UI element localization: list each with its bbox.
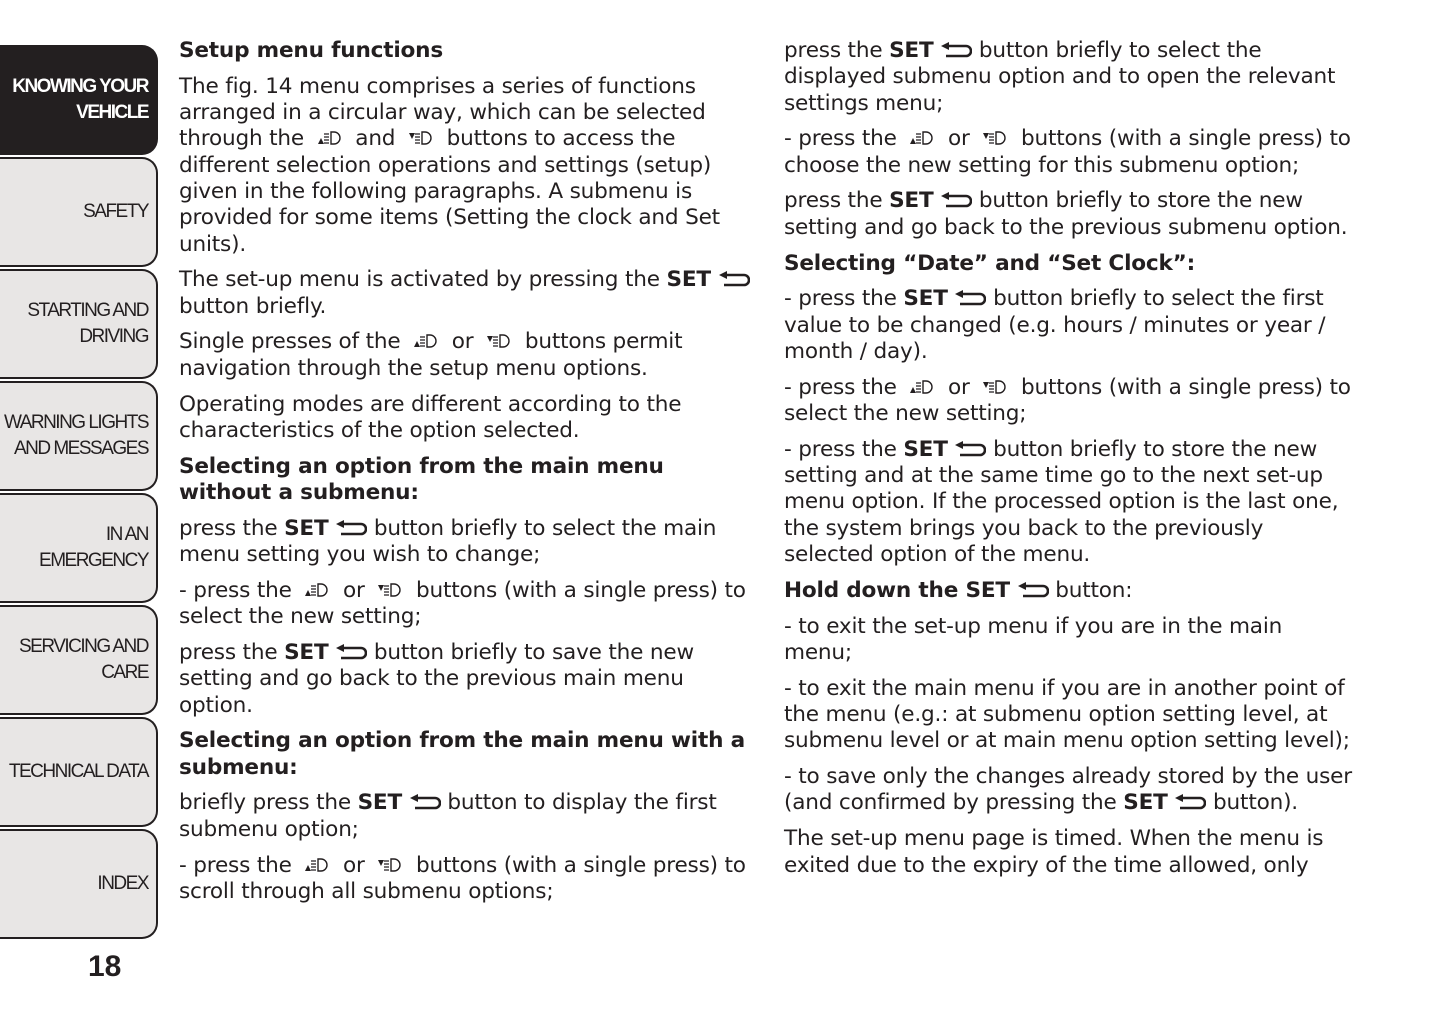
paragraph (179, 578, 751, 631)
text: The set-up menu is activated by pressing the (179, 267, 667, 293)
section-heading (179, 728, 751, 781)
tab-label: TECHNICAL DATA (8, 761, 148, 782)
text: button). (1206, 790, 1298, 816)
paragraph (784, 38, 1356, 117)
paragraph (784, 614, 1356, 667)
text: button briefly to store the new setting and go back to the previous submenu option. (784, 188, 1348, 240)
text (1010, 578, 1017, 603)
headlamp-down-icon (402, 126, 440, 151)
set-return-icon (335, 516, 367, 541)
text: buttons (with a single press) to scroll through all submenu options; (179, 852, 746, 904)
bold-text: Hold down the SET (784, 577, 1010, 603)
tab-label: WARNING LIGHTS AND MESSAGES (3, 412, 148, 459)
text: - press the (784, 126, 904, 152)
paragraph (179, 640, 751, 719)
text: - to exit the main menu if you are in another point of the menu (e.g.: at submenu option setting level, at submenu level or at main menu option setting level); (784, 675, 1350, 754)
text: The set-up menu page is timed. When the menu is exited due to the expiry of the time allowed, only (784, 826, 1324, 878)
section-tabs (0, 45, 158, 941)
headlamp-down-icon (371, 578, 409, 603)
tab-safety[interactable] (0, 157, 158, 267)
page-number: 18 (88, 950, 122, 983)
tab-in-an-emergency[interactable] (0, 493, 158, 603)
tab-warning-lights-and-messages[interactable] (0, 381, 158, 491)
text: press the (179, 515, 285, 541)
set-return-icon (1174, 790, 1206, 815)
right-column (784, 38, 1356, 888)
text: button briefly to select the main menu setting you wish to change; (179, 515, 717, 568)
text: - to save only the changes already stored by the user (and confirmed by pressing the (784, 764, 1352, 816)
bold-text: SET (284, 639, 329, 665)
paragraph (784, 375, 1356, 428)
paragraph (784, 437, 1356, 568)
headlamp-up-icon (407, 329, 445, 354)
left-column (179, 38, 751, 915)
headlamp-up-icon (903, 375, 941, 400)
headlamp-up-icon (298, 578, 336, 603)
bold-text: SET (903, 286, 948, 312)
tab-label: SERVICING AND CARE (18, 636, 148, 683)
section-heading (179, 454, 751, 507)
text (711, 267, 718, 292)
paragraph (784, 578, 1356, 604)
tab-technical-data[interactable] (0, 717, 158, 827)
text: press the (179, 639, 285, 665)
text: - to exit the set-up menu if you are in the main menu; (784, 613, 1283, 665)
paragraph (784, 126, 1356, 179)
text: or (941, 126, 977, 152)
text: button briefly to select the first value to be changed (e.g. hours / minutes or year / month / day). (784, 286, 1326, 364)
paragraph (784, 764, 1356, 817)
text: buttons to access the different selection operations and settings (setup) given in the following paragraphs. A submenu is provided for some items (Setting the clock and Set units). (179, 126, 720, 257)
paragraph (179, 74, 751, 258)
headlamp-up-icon (311, 126, 349, 151)
set-return-icon (940, 188, 972, 213)
headlamp-down-icon (976, 375, 1014, 400)
bold-text: SET (1123, 790, 1168, 816)
text: buttons permit navigation through the setup menu options. (179, 329, 683, 381)
tab-knowing-your-vehicle[interactable] (0, 45, 158, 155)
paragraph (784, 188, 1356, 241)
headlamp-up-icon (903, 126, 941, 151)
text: press the (784, 188, 890, 214)
text: Selecting “Date” and “Set Clock”: (784, 250, 1196, 276)
text: - press the (784, 286, 904, 312)
paragraph (179, 853, 751, 906)
paragraph (179, 516, 751, 569)
text: Operating modes are different according to the characteristics of the option selected. (179, 391, 682, 443)
bold-text: SET (284, 515, 329, 541)
text: briefly press the (179, 790, 358, 816)
text: or (941, 374, 977, 400)
text: - press the (784, 374, 904, 400)
set-return-icon (335, 640, 367, 665)
text: The fig. 14 menu comprises a series of functions arranged in a circular way, which can be selected through the (179, 73, 706, 152)
text: or (445, 329, 481, 355)
paragraph (784, 676, 1356, 755)
text: - press the (179, 577, 299, 603)
set-return-icon (940, 38, 972, 63)
text: Selecting an option from the main menu without a submenu: (179, 453, 664, 505)
set-return-icon (718, 267, 750, 292)
bold-text: SET (889, 188, 934, 214)
bold-text: SET (357, 790, 403, 816)
tab-label: IN AN EMERGENCY (39, 524, 148, 571)
text: Setup menu functions (179, 38, 444, 63)
text: buttons (with a single press) to choose the new setting for this submenu option; (784, 126, 1351, 178)
headlamp-down-icon (480, 329, 518, 354)
tab-label: INDEX (97, 873, 148, 894)
text: button briefly. (179, 293, 327, 319)
tab-label: STARTING AND DRIVING (27, 300, 148, 347)
bold-text: SET (666, 267, 711, 293)
text: - press the (784, 436, 904, 462)
text: or (336, 852, 372, 878)
paragraph (179, 790, 751, 843)
text: button to display the first submenu option; (179, 790, 717, 842)
bold-text: SET (903, 436, 948, 462)
text: button briefly to select the displayed submenu option and to open the relevant settings menu; (784, 38, 1336, 116)
headlamp-up-icon (298, 853, 336, 878)
section-heading (784, 251, 1356, 277)
text (402, 790, 409, 815)
text: press the (784, 38, 890, 63)
text: Single presses of the (179, 329, 408, 355)
set-return-icon (954, 437, 986, 462)
text: and (348, 126, 402, 152)
text: button briefly to store the new setting and at the same time go to the next set-up menu option. If the processed option is the last one, the system brings you back to the previously selected option of the menu. (784, 436, 1339, 568)
headlamp-down-icon (371, 853, 409, 878)
text: Selecting an option from the main menu with a submenu: (179, 728, 745, 780)
set-return-icon (1017, 578, 1049, 603)
section-heading (179, 38, 751, 64)
paragraph (179, 267, 751, 320)
bold-text: SET (889, 38, 934, 63)
tab-servicing-and-care[interactable] (0, 605, 158, 715)
text: buttons (with a single press) to select the new setting; (179, 577, 746, 630)
set-return-icon (954, 286, 986, 311)
text: button briefly to save the new setting and go back to the previous main menu option. (179, 639, 694, 718)
headlamp-down-icon (976, 126, 1014, 151)
text: buttons (with a single press) to select the new setting; (784, 374, 1351, 427)
text: or (336, 577, 372, 603)
set-return-icon (409, 790, 441, 815)
tab-label: SAFETY (83, 201, 148, 222)
tab-starting-and-driving[interactable] (0, 269, 158, 379)
text: - press the (179, 852, 299, 878)
paragraph (784, 286, 1356, 365)
paragraph (179, 392, 751, 445)
tab-index[interactable] (0, 829, 158, 939)
paragraph (179, 329, 751, 382)
paragraph (784, 826, 1356, 879)
text: button: (1048, 577, 1133, 603)
tab-label: KNOWING YOUR VEHICLE (12, 76, 148, 123)
